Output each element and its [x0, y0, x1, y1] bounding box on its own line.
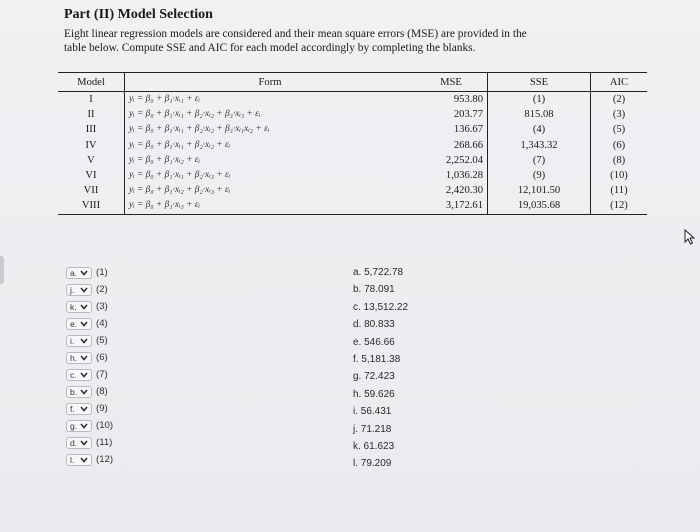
answer-row: [66, 383, 216, 400]
answer-select[interactable]: [66, 301, 92, 313]
chevron-down-icon: [80, 423, 88, 429]
chevron-down-icon: [80, 270, 88, 276]
answer-select[interactable]: [66, 437, 92, 449]
answer-option: i. 56.431: [353, 406, 392, 418]
header-sse: SSE: [488, 73, 591, 92]
aic-cell: (5): [591, 122, 648, 137]
mse-cell: 3,172.61: [415, 198, 488, 214]
chevron-down-icon: [80, 440, 88, 446]
table-row: [58, 122, 647, 137]
blank-label: (8): [96, 386, 108, 397]
chevron-down-icon: [80, 406, 88, 412]
mse-cell: 2,252.04: [445, 154, 483, 166]
answer-option: k. 61.623: [353, 440, 395, 452]
answer-select[interactable]: [66, 386, 92, 398]
sse-cell: (9): [488, 168, 591, 183]
chevron-down-icon: [80, 372, 88, 378]
table-row: [58, 138, 647, 153]
blank-label: (11): [96, 437, 113, 448]
mse-cell: 268.66: [453, 139, 483, 151]
answer-selected-value: e.: [70, 318, 78, 329]
model-cell: VI: [85, 170, 97, 182]
answer-option: f. 5,181.38: [353, 353, 401, 365]
answer-option: l. 79.209: [353, 458, 392, 470]
sse-cell: 815.08: [488, 107, 591, 122]
header-model: Model: [58, 73, 125, 92]
sse-cell: 1,343.32: [488, 138, 591, 153]
model-cell: VII: [83, 185, 99, 197]
answer-selected-value: d.: [70, 437, 78, 448]
answer-select[interactable]: [66, 318, 92, 330]
model-cell: VIII: [58, 198, 125, 214]
answer-select[interactable]: [66, 352, 92, 364]
sse-cell: (4): [488, 122, 591, 137]
blank-label: (3): [96, 301, 108, 312]
answer-option: c. 13,512.22: [353, 301, 409, 313]
answer-row: [66, 281, 216, 298]
form-cell: yᵢ = β₀ + β₁·xᵢ₁ + εᵢ: [125, 92, 416, 108]
answer-select[interactable]: [66, 403, 92, 415]
answer-selected-value: j.: [70, 284, 75, 295]
answer-option: h. 59.626: [353, 388, 395, 400]
answer-row: [66, 332, 216, 349]
chevron-down-icon: [80, 389, 88, 395]
model-cell: I: [89, 94, 93, 105]
table-row: [58, 168, 647, 183]
answer-row: [66, 264, 216, 281]
aic-cell: (10): [591, 168, 648, 183]
side-panel-tab[interactable]: [0, 256, 4, 284]
answer-option: a. 5,722.78: [353, 267, 404, 278]
answer-row: [66, 400, 216, 417]
aic-cell: (2): [591, 92, 648, 108]
answer-row: [66, 451, 216, 468]
answer-selected-value: a.: [70, 267, 78, 278]
instructions-line-2: table below. Compute SSE and AIC for each model accordingly by completing the blanks.: [64, 42, 476, 54]
section-heading: Part (II) Model Selection: [64, 7, 213, 22]
aic-cell: (11): [591, 183, 648, 198]
chevron-down-icon: [80, 321, 88, 327]
answer-selected-value: c.: [70, 369, 77, 380]
model-table: [58, 72, 647, 215]
sse-cell: (7): [488, 153, 591, 168]
chevron-down-icon: [80, 338, 88, 344]
answer-row: [66, 349, 216, 366]
model-cell: V: [87, 154, 95, 166]
table-row: [58, 153, 647, 168]
answer-select[interactable]: [66, 420, 92, 432]
answer-selected-value: h.: [70, 352, 78, 363]
answer-select[interactable]: [66, 369, 92, 381]
instructions: [64, 27, 644, 55]
header-mse: MSE: [415, 73, 488, 92]
mse-cell: 2,420.30: [445, 185, 483, 197]
chevron-down-icon: [80, 457, 88, 463]
form-cell: yᵢ = β₀ + β₁·xᵢ₁ + β₂·xᵢ₂ + εᵢ: [125, 138, 416, 153]
mse-cell: 136.67: [453, 124, 483, 136]
answer-row: [66, 366, 216, 383]
mse-cell: 1,036.28: [445, 170, 483, 182]
answer-row: [66, 417, 216, 434]
answer-options-list: [353, 264, 503, 473]
mse-cell: 203.77: [453, 109, 483, 121]
answer-selected-value: b.: [70, 386, 78, 397]
table-row: [58, 198, 647, 214]
aic-cell: (6): [591, 138, 648, 153]
answer-dropdowns: [66, 264, 216, 468]
mse-cell: 953.80: [453, 94, 483, 105]
table-row: [58, 107, 647, 122]
table-row: [58, 92, 647, 108]
blank-label: (9): [96, 403, 108, 414]
blank-label: (5): [96, 335, 108, 346]
answer-selected-value: l.: [70, 454, 75, 465]
blank-label: (4): [96, 318, 108, 329]
answer-selected-value: i.: [70, 335, 75, 346]
answer-option: g. 72.423: [353, 371, 395, 383]
blank-label: (2): [96, 284, 108, 295]
answer-selected-value: g.: [70, 420, 78, 431]
form-cell: yᵢ = β₀ + β₁·xᵢ₂ + εᵢ: [125, 153, 416, 168]
form-cell: yᵢ = β₀ + β₁·xᵢ₃ + εᵢ: [125, 198, 416, 214]
chevron-down-icon: [80, 355, 88, 361]
aic-cell: (3): [591, 107, 648, 122]
answer-option: j. 71.218: [353, 423, 392, 435]
sse-cell: (1): [488, 92, 591, 108]
table-header-row: [58, 73, 647, 92]
sse-cell: 19,035.68: [488, 198, 591, 214]
aic-cell: (12): [591, 198, 648, 214]
model-cell: III: [85, 124, 97, 136]
answer-selected-value: k.: [70, 301, 77, 312]
answer-select[interactable]: [66, 454, 92, 466]
model-cell: IV: [85, 139, 97, 151]
table-row: [58, 183, 647, 198]
form-cell: yᵢ = β₀ + β₁·xᵢ₂ + β₂·xᵢ₃ + εᵢ: [125, 183, 416, 198]
chevron-down-icon: [80, 287, 88, 293]
answer-option: b. 78.091: [353, 284, 395, 296]
instructions-line-1: Eight linear regression models are considered and their mean square errors (MSE) are provided in the: [64, 28, 527, 40]
blank-label: (12): [96, 454, 114, 465]
answer-option: d. 80.833: [353, 319, 395, 331]
form-cell: yᵢ = β₀ + β₁·xᵢ₁ + β₂·xᵢ₃ + εᵢ: [125, 168, 416, 183]
mouse-cursor-icon: [683, 229, 697, 245]
form-cell: yᵢ = β₀ + β₁·xᵢ₁ + β₂·xᵢ₂ + β₃·xᵢ₃ + εᵢ: [125, 107, 416, 122]
blank-label: (6): [96, 352, 108, 363]
answer-select[interactable]: [66, 267, 92, 279]
header-aic: AIC: [591, 73, 648, 92]
answer-select[interactable]: [66, 335, 92, 347]
answer-option: e. 546.66: [353, 336, 395, 348]
blank-label: (10): [96, 420, 114, 431]
sse-cell: 12,101.50: [488, 183, 591, 198]
aic-cell: (8): [591, 153, 648, 168]
answer-selected-value: f.: [70, 403, 75, 414]
model-cell: II: [87, 109, 95, 121]
answer-row: [66, 315, 216, 332]
answer-row: [66, 434, 216, 451]
blank-label: (7): [96, 369, 108, 380]
answer-row: [66, 298, 216, 315]
blank-label: (1): [96, 267, 108, 278]
header-form: Form: [125, 73, 416, 92]
chevron-down-icon: [80, 304, 88, 310]
form-cell: yᵢ = β₀ + β₁·xᵢ₁ + β₂·xᵢ₂ + β₃·xᵢ₁xᵢ₂ + εᵢ: [125, 122, 416, 137]
answer-select[interactable]: [66, 284, 92, 296]
